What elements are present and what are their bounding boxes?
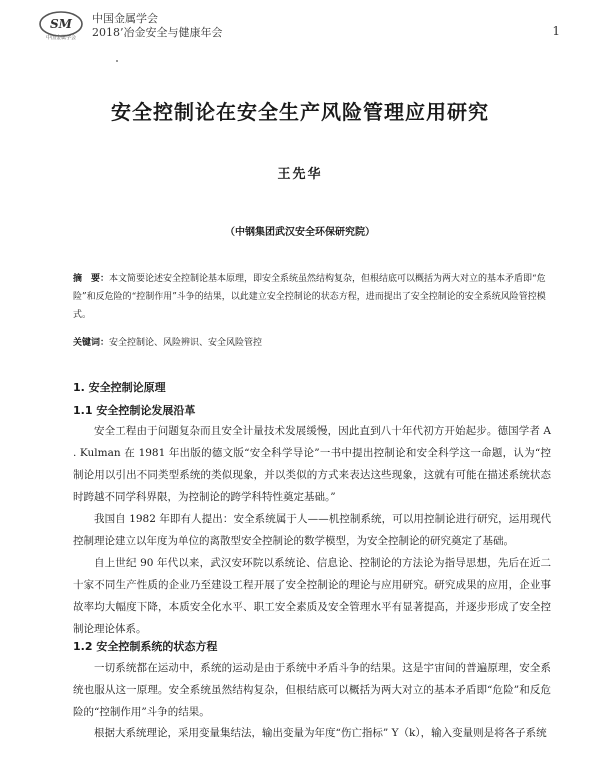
society-logo-icon xyxy=(38,10,84,40)
abstract xyxy=(73,270,563,324)
keywords-label: 关键词： xyxy=(73,338,110,348)
abstract-text: 本文简要论述安全控制论基本原理，即安全系统虽然结构复杂，但根结底可以概括为两大对立的基本矛盾即“危险”和反危险的“控制作用”斗争的结果，以此建立安全控制论的状态方程，进而提出了安全控制论的安全系统风险管控模式。 xyxy=(73,274,546,320)
affiliation: （中钢集团武汉安全环保研究院） xyxy=(225,227,375,238)
header-conference: 2018’冶金安全与健康年会 xyxy=(92,26,223,39)
svg-text:中国金属学会: 中国金属学会 xyxy=(45,35,77,40)
paragraph-3: 自上世纪 90 年代以来，武汉安环院以系统论、信息论、控制论的方法论为指导思想，先后在近二十家不同生产性质的企业乃至建设工程开展了安全控制论的理论与应用研究。研究成果的应用，企业事故率均大幅度下降，本质安全化水平、职工安全素质及安全管理水平有显著提高，并逐步形成了安全控制论理论体系。 xyxy=(73,557,551,635)
header-text xyxy=(92,12,223,40)
author-name: 王先华 xyxy=(277,167,323,182)
paper-title: 安全控制论在安全生产风险管理应用研究 xyxy=(111,100,489,124)
section-heading-1-2: 1.2 安全控制系统的状态方程 xyxy=(73,640,218,653)
header-org: 中国金属学会 xyxy=(92,12,158,25)
speck-mark xyxy=(116,60,118,62)
keywords-text: 安全控制论、风险辨识、安全风险管控 xyxy=(109,338,263,348)
page-number: 1 xyxy=(552,24,560,38)
paragraph-1: 安全工程由于问题复杂而且安全计量技术发展缓慢，因此直到八十年代初方开始起步。德国学者 A . Kulman 在 1981 年出版的德文版“安全科学导论”一书中提出控制论和安全科学这一命题，认为“控制论用以引出不同类型系统的类似现象，并以类似的方式来表达这些现象，这就有可能在描述系统状态时跨越不同学科界限，为控制论的跨学科特性奠定基础。” xyxy=(73,425,551,503)
paragraph-2: 我国自 1982 年即有人提出：安全系统属于人——机控制系统，可以用控制论进行研究，运用现代控制理论建立以年度为单位的离散型安全控制论的数学模型，为安全控制论的研究奠定了基础。 xyxy=(73,513,551,547)
svg-text:SM: SM xyxy=(50,17,72,31)
page-header xyxy=(38,10,578,44)
keywords xyxy=(73,335,563,351)
paragraph-5: 根据大系统理论，采用变量集结法，输出变量为年度“伤亡指标” Y（k），输入变量则是将各子系统 xyxy=(94,727,547,739)
paragraph-4: 一切系统都在运动中，系统的运动是由于系统中矛盾斗争的结果。这是宇宙间的普遍原理，安全系统也服从这一原理。安全系统虽然结构复杂，但根结底可以概括为两大对立的基本矛盾即“危险”和反危险的“控制作用”斗争的结果。 xyxy=(73,662,551,718)
abstract-label: 摘 要： xyxy=(73,274,110,284)
section-heading-1: 1. 安全控制论原理 xyxy=(73,381,166,394)
section-heading-1-1: 1.1 安全控制论发展沿革 xyxy=(73,404,196,417)
